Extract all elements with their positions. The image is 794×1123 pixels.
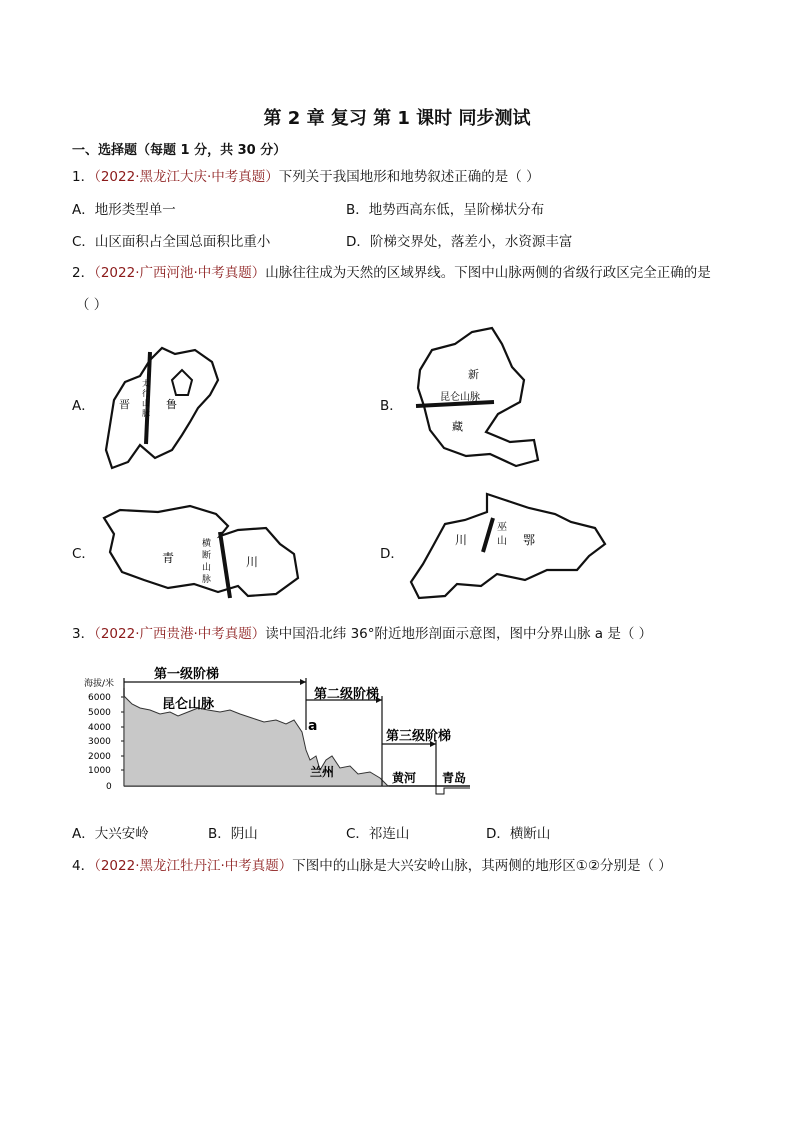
step-label: 第三级阶梯: [386, 729, 452, 744]
y-tick: 4000: [88, 723, 111, 733]
question-source: （2022·广西贵港·中考真题）: [94, 626, 266, 642]
option-a: A．大兴安岭: [72, 826, 149, 842]
province-label: 晋: [119, 398, 130, 411]
question-4: [72, 854, 672, 874]
question-source: （2022·黑龙江大庆·中考真题）: [94, 169, 279, 185]
province-label: 新: [468, 368, 479, 381]
question-text: 下列关于我国地形和地势叙述正确的是（ ）: [278, 169, 540, 185]
province-label: 川: [246, 555, 259, 569]
option-d: D．阶梯交界处，落差小，水资源丰富: [346, 234, 573, 250]
mountain-label: 脉: [142, 409, 150, 418]
place-label: 兰州: [310, 765, 335, 779]
mountain-label: 太: [142, 379, 150, 388]
page-title: 第 2 章 复习 第 1 课时 同步测试: [263, 108, 531, 129]
y-tick: 5000: [88, 708, 111, 718]
question-text: 读中国沿北纬 36°附近地形剖面示意图，图中分界山脉 a 是（ ）: [265, 626, 653, 642]
option-c: C．山区面积占全国总面积比重小: [72, 234, 271, 250]
option-c: C．: [72, 546, 95, 562]
option-d: D．横断山: [486, 826, 551, 842]
option-b: B．地势西高东低，呈阶梯状分布: [346, 202, 545, 218]
mountain-label: 山: [142, 399, 150, 408]
option-c: C．祁连山: [346, 826, 410, 842]
option-b: B．: [380, 398, 403, 414]
question-2: [72, 261, 711, 281]
question-number: 3．: [72, 626, 95, 642]
province-label: 鲁: [166, 398, 177, 411]
province-label: 藏: [452, 420, 463, 433]
mountain-label: 山: [202, 563, 212, 573]
mountain-label: 脉: [202, 575, 212, 585]
y-tick: 3000: [88, 737, 111, 747]
map-taihang: [100, 340, 230, 475]
y-tick: 6000: [88, 693, 111, 703]
y-tick: 2000: [88, 752, 111, 762]
question-2-bracket: （ ）: [76, 297, 108, 313]
province-outline: [104, 506, 298, 596]
question-1: [72, 165, 540, 185]
province-label: 川: [455, 533, 468, 547]
question-number: 2．: [72, 265, 95, 281]
y-tick: 0: [106, 782, 112, 792]
y-axis-label: 海拔/米: [84, 679, 115, 689]
province-label: 青: [162, 551, 175, 565]
point-a-label: a: [308, 718, 318, 734]
step-label: 第一级阶梯: [154, 667, 220, 682]
terrain-profile: [80, 660, 480, 800]
place-label: 黄河: [392, 771, 417, 785]
step-label: 第二级阶梯: [314, 687, 380, 702]
question-source: （2022·黑龙江牡丹江·中考真题）: [94, 858, 293, 874]
question-number: 1．: [72, 169, 95, 185]
map-wushan: [405, 490, 615, 605]
province-label: 鄂: [523, 533, 536, 547]
mountain-label: 行: [142, 389, 150, 398]
map-hengduan: [98, 500, 308, 605]
option-d: D．: [380, 546, 404, 562]
question-text: 下图中的山脉是大兴安岭山脉，其两侧的地形区①②分别是（ ）: [292, 858, 672, 874]
option-a: A．地形类型单一: [72, 202, 176, 218]
mountain-label: 昆仑山脉: [440, 392, 480, 403]
question-number: 4．: [72, 858, 95, 874]
question-text: 山脉往往成为天然的区域界线。下图中山脉两侧的省级行政区完全正确的是: [265, 265, 711, 281]
question-3: [72, 622, 652, 642]
province-outline: [411, 494, 605, 598]
y-tick: 1000: [88, 766, 111, 776]
mountain-label: 山: [497, 536, 507, 547]
map-kunlun: [410, 322, 550, 472]
place-label: 青岛: [442, 771, 467, 785]
option-b: B．阴山: [208, 826, 258, 842]
section-heading: 一、选择题（每题 1 分，共 30 分）: [72, 143, 287, 158]
mountain-label: 横: [202, 539, 212, 549]
option-a: A．: [72, 398, 95, 414]
mountain-label: 昆仑山脉: [162, 697, 215, 712]
question-source: （2022·广西河池·中考真题）: [94, 265, 266, 281]
mountain-label: 断: [202, 551, 212, 561]
mountain-label: 巫: [497, 522, 507, 533]
